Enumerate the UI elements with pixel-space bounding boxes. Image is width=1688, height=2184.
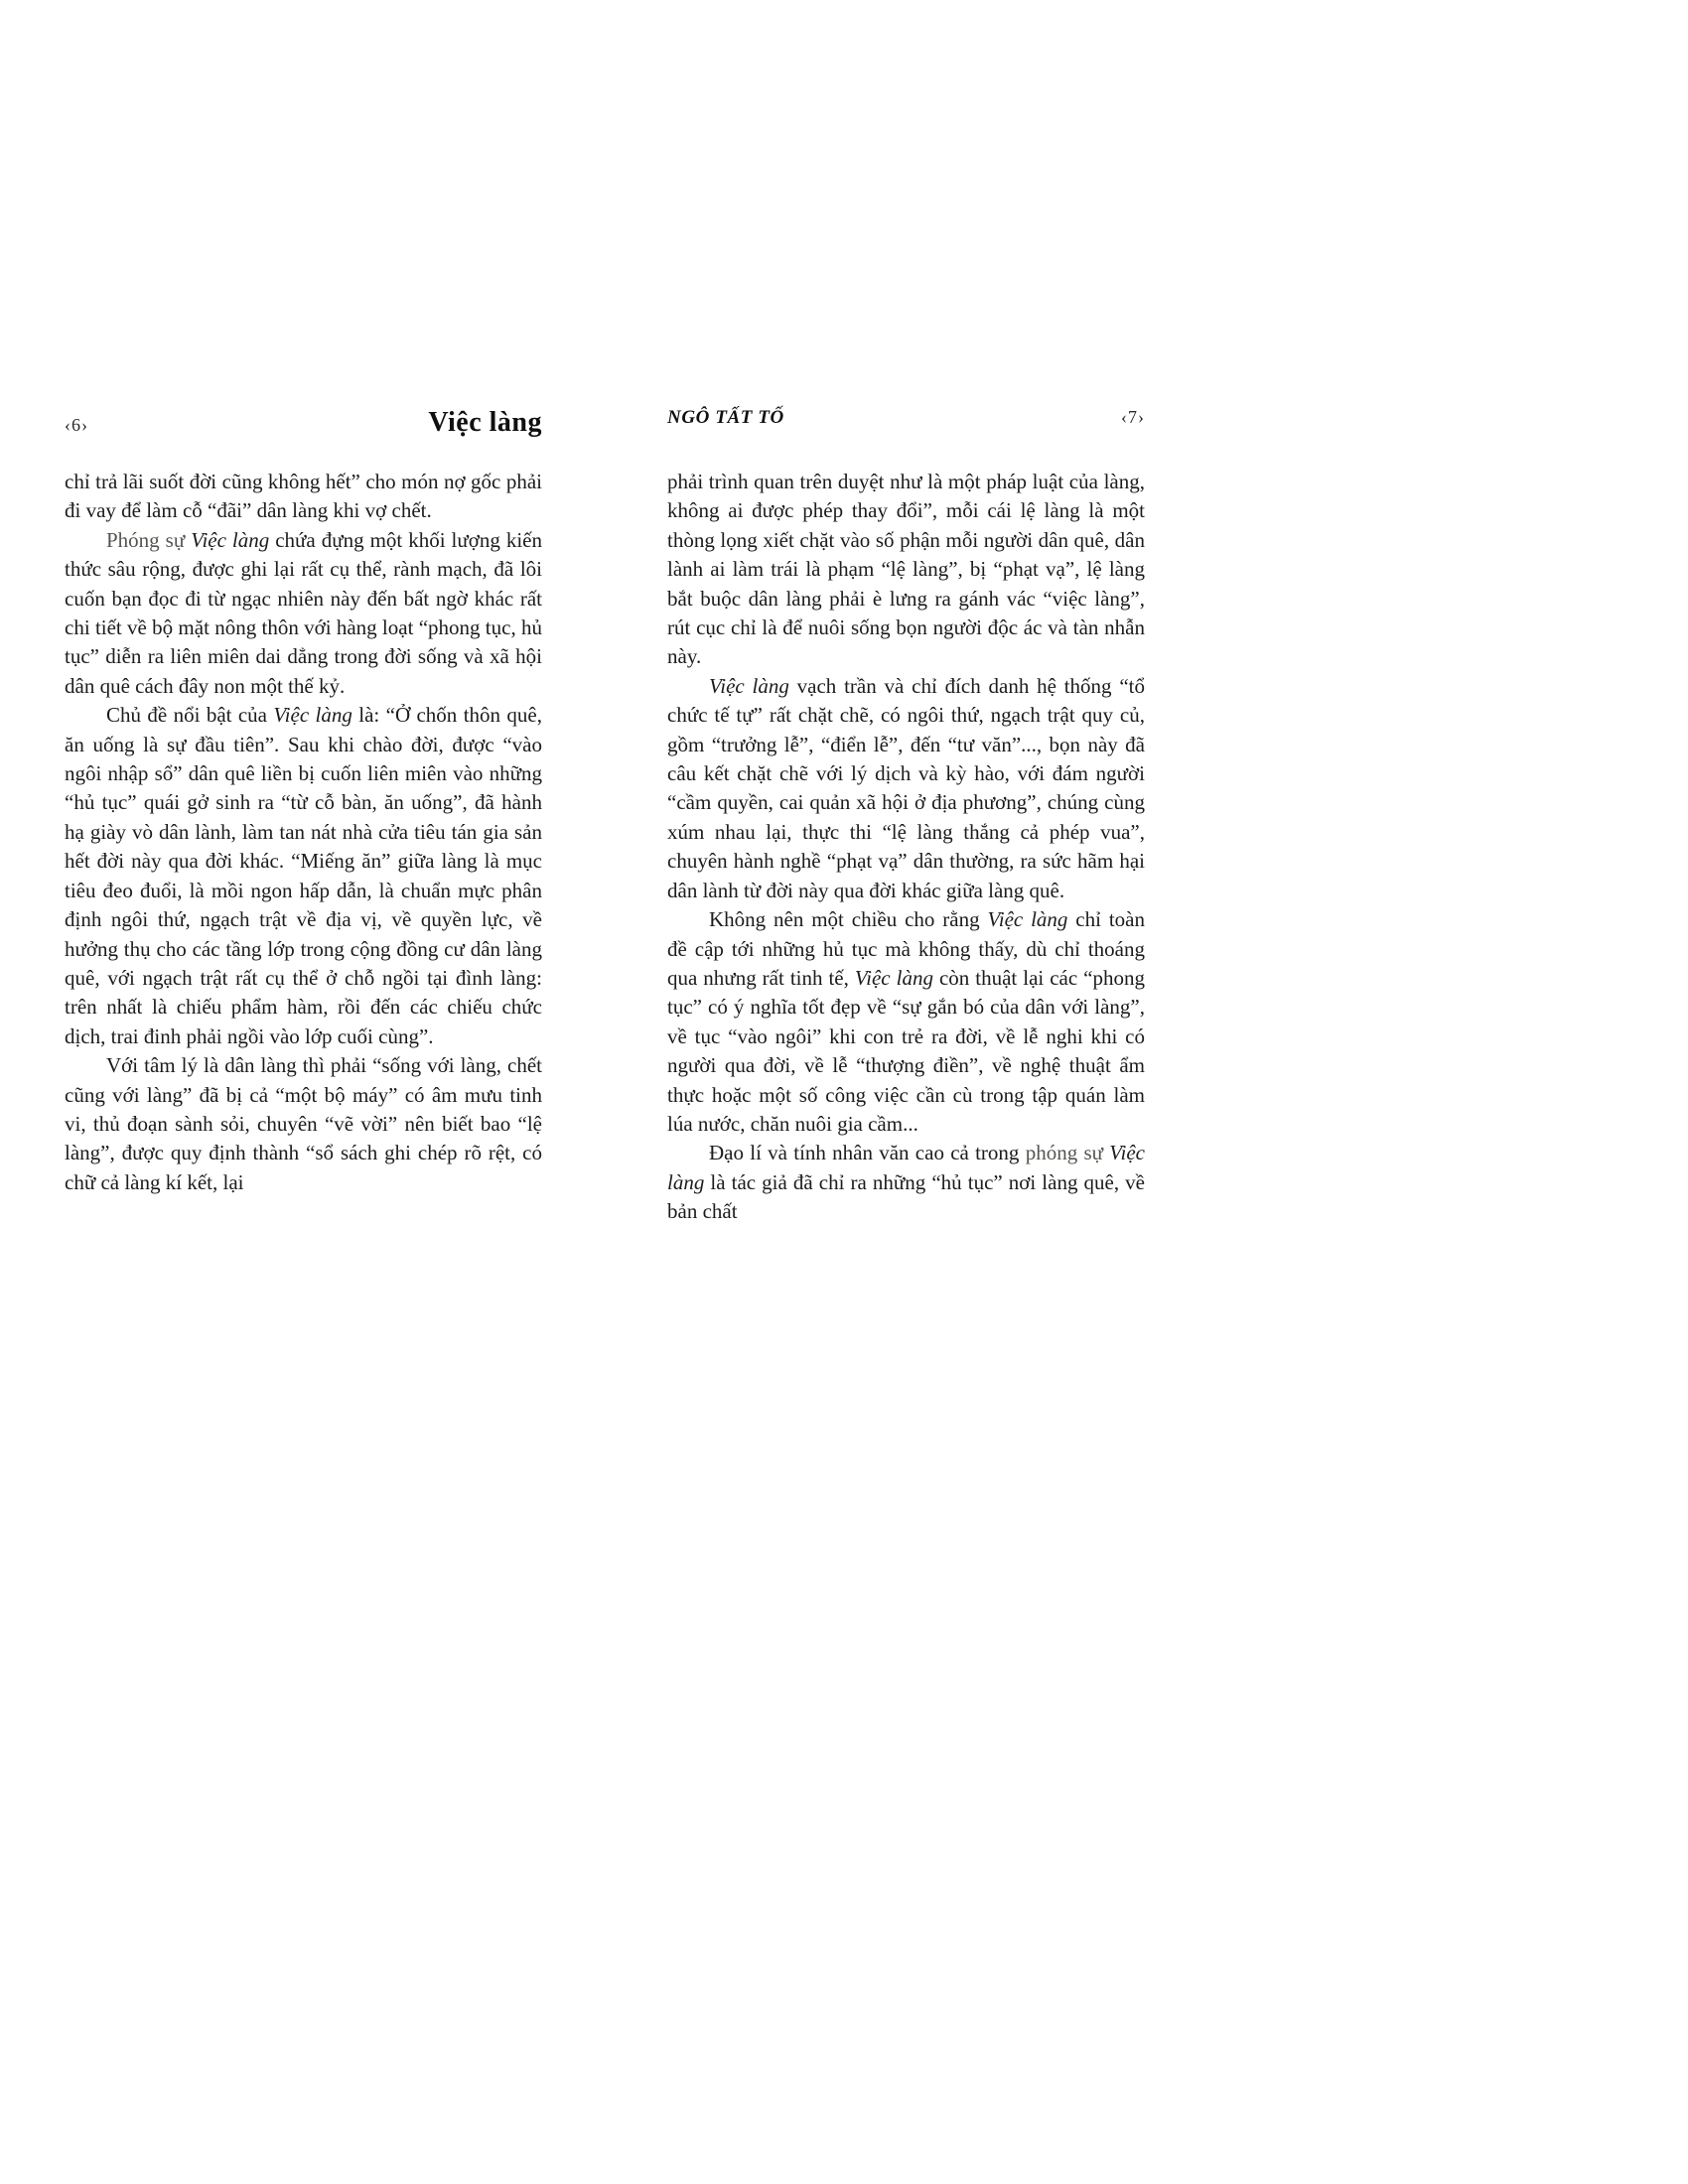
text-segment: Việc làng <box>273 703 352 728</box>
paragraph <box>65 468 542 526</box>
running-head-title: Việc làng <box>428 407 542 438</box>
text-segment: là: “Ở chốn thôn quê, ăn uống là sự đầu tiên”. Sau khi chào đời, được “vào ngôi nhập sổ” dân quê liền bị cuốn liên miên vào những “hủ tục” quái gở sinh ra “từ cỗ bàn, ăn uống”, đã hành hạ giày vò dân lành, làm tan nát nhà cửa tiêu tán gia sản hết đời này qua đời khác. “Miếng ăn” giữa làng là mục tiêu đeo đuổi, là mồi ngon hấp dẫn, là chuẩn mực phân định ngôi thứ, ngạch trật về địa vị, về quyền lực, về hưởng thụ cho các tầng lớp trong cộng đồng cư dân làng quê, với ngạch trật rất cụ thể ở chỗ ngồi tại đình làng: trên nhất là chiếu phẩm hàm, rồi đến các chiếu chức dịch, trai đinh phải ngồi vào lớp cuối cùng”. <box>65 703 542 1048</box>
text-segment: phải trình quan trên duyệt như là một pháp luật của làng, không ai được phép thay đổi”, mỗi cái lệ làng là một thòng lọng xiết chặt vào số phận mỗi người dân quê, dân lành ai làm trái là phạm “lệ làng”, bị “phạt vạ”, lệ làng bắt buộc dân làng phải è lưng ra gánh vác “việc làng”, rút cục chỉ là để nuôi sống bọn người độc ác và tàn nhẫn này. <box>667 470 1145 669</box>
page-right-header <box>667 407 1145 429</box>
text-segment: chỉ trả lãi suốt đời cũng không hết” cho món nợ gốc phải đi vay để làm cỗ “đãi” dân làng khi vợ chết. <box>65 470 542 523</box>
page-right-body <box>667 468 1145 1227</box>
text-segment: Đạo lí và tính nhân văn cao cả trong <box>709 1141 1026 1165</box>
paragraph <box>667 1139 1145 1226</box>
text-segment: vạch trần và chỉ đích danh hệ thống “tổ chức tế tự” rất chặt chẽ, có ngôi thứ, ngạch trật quy củ, gồm “trưởng lễ”, “điển lễ”, đến “tư văn”..., bọn này đã câu kết chặt chẽ với lý dịch và kỳ hào, với đám người “cầm quyền, cai quản xã hội ở địa phương”, chúng cùng xúm nhau lại, thực thi “lệ làng thắng cả phép vua”, chuyên hành nghề “phạt vạ” dân thường, ra sức hãm hại dân lành từ đời này qua đời khác giữa làng quê. <box>667 673 1145 902</box>
paragraph <box>65 1051 542 1197</box>
running-head-author: NGÔ TẤT TỐ <box>667 407 784 428</box>
page-number-left: ‹6› <box>65 415 88 435</box>
paragraph <box>667 672 1145 905</box>
paragraph <box>65 526 542 701</box>
text-segment: Chủ đề nổi bật của <box>106 703 274 728</box>
text-segment: Phóng sự <box>106 527 192 552</box>
text-segment: chứa đựng một khối lượng kiến thức sâu rộng, được ghi lại rất cụ thể, rành mạch, đã lôi cuốn bạn đọc đi từ ngạc nhiên này đến bất ngờ khác rất chi tiết về bộ mặt nông thôn với hàng loạt “phong tục, hủ tục” diễn ra liên miên dai dẳng trong đời sống và xã hội dân quê cách đây non một thế kỷ. <box>65 527 542 698</box>
text-segment: Việc làng <box>191 527 270 552</box>
text-segment: Việc làng <box>987 907 1068 932</box>
text-segment: chỉ toàn đề cập tới những hủ tục mà không thấy, dù chỉ thoáng qua nhưng rất tinh tế, <box>667 907 1145 990</box>
text-segment: Việc làng <box>854 965 933 990</box>
text-segment: Không nên một chiều cho rằng <box>709 907 988 932</box>
page-left-body <box>65 468 542 1197</box>
text-segment: còn thuật lại các “phong tục” có ý nghĩa tốt đẹp về “sự gắn bó của dân với làng”, về tục “vào ngôi” khi con trẻ ra đời, về lễ nghi khi có người qua đời, về lễ “thượng điền”, về nghệ thuật ẩm thực hoặc một số công việc cần cù trong tập quán làm lúa nước, chăn nuôi gia cầm... <box>667 965 1145 1136</box>
page-number-right: ‹7› <box>1121 407 1145 427</box>
text-segment: là tác giả đã chỉ ra những “hủ tục” nơi làng quê, về bản chất <box>667 1169 1145 1224</box>
page-left-header <box>65 407 542 439</box>
text-segment: phóng sự <box>1025 1141 1110 1165</box>
text-segment: Việc làng <box>709 673 789 698</box>
paragraph <box>667 468 1145 672</box>
text-segment: Việc làng <box>667 1141 1145 1194</box>
text-segment: Với tâm lý là dân làng thì phải “sống với làng, chết cũng với làng” đã bị cả “một bộ máy” có âm mưu tinh vi, thủ đoạn sành sỏi, chuyên “vẽ vời” nên biết bao “lệ làng”, được quy định thành “sổ sách ghi chép rõ rệt, có chữ cả làng kí kết, lại <box>65 1053 542 1194</box>
paragraph <box>667 905 1145 1139</box>
paragraph <box>65 701 542 1051</box>
